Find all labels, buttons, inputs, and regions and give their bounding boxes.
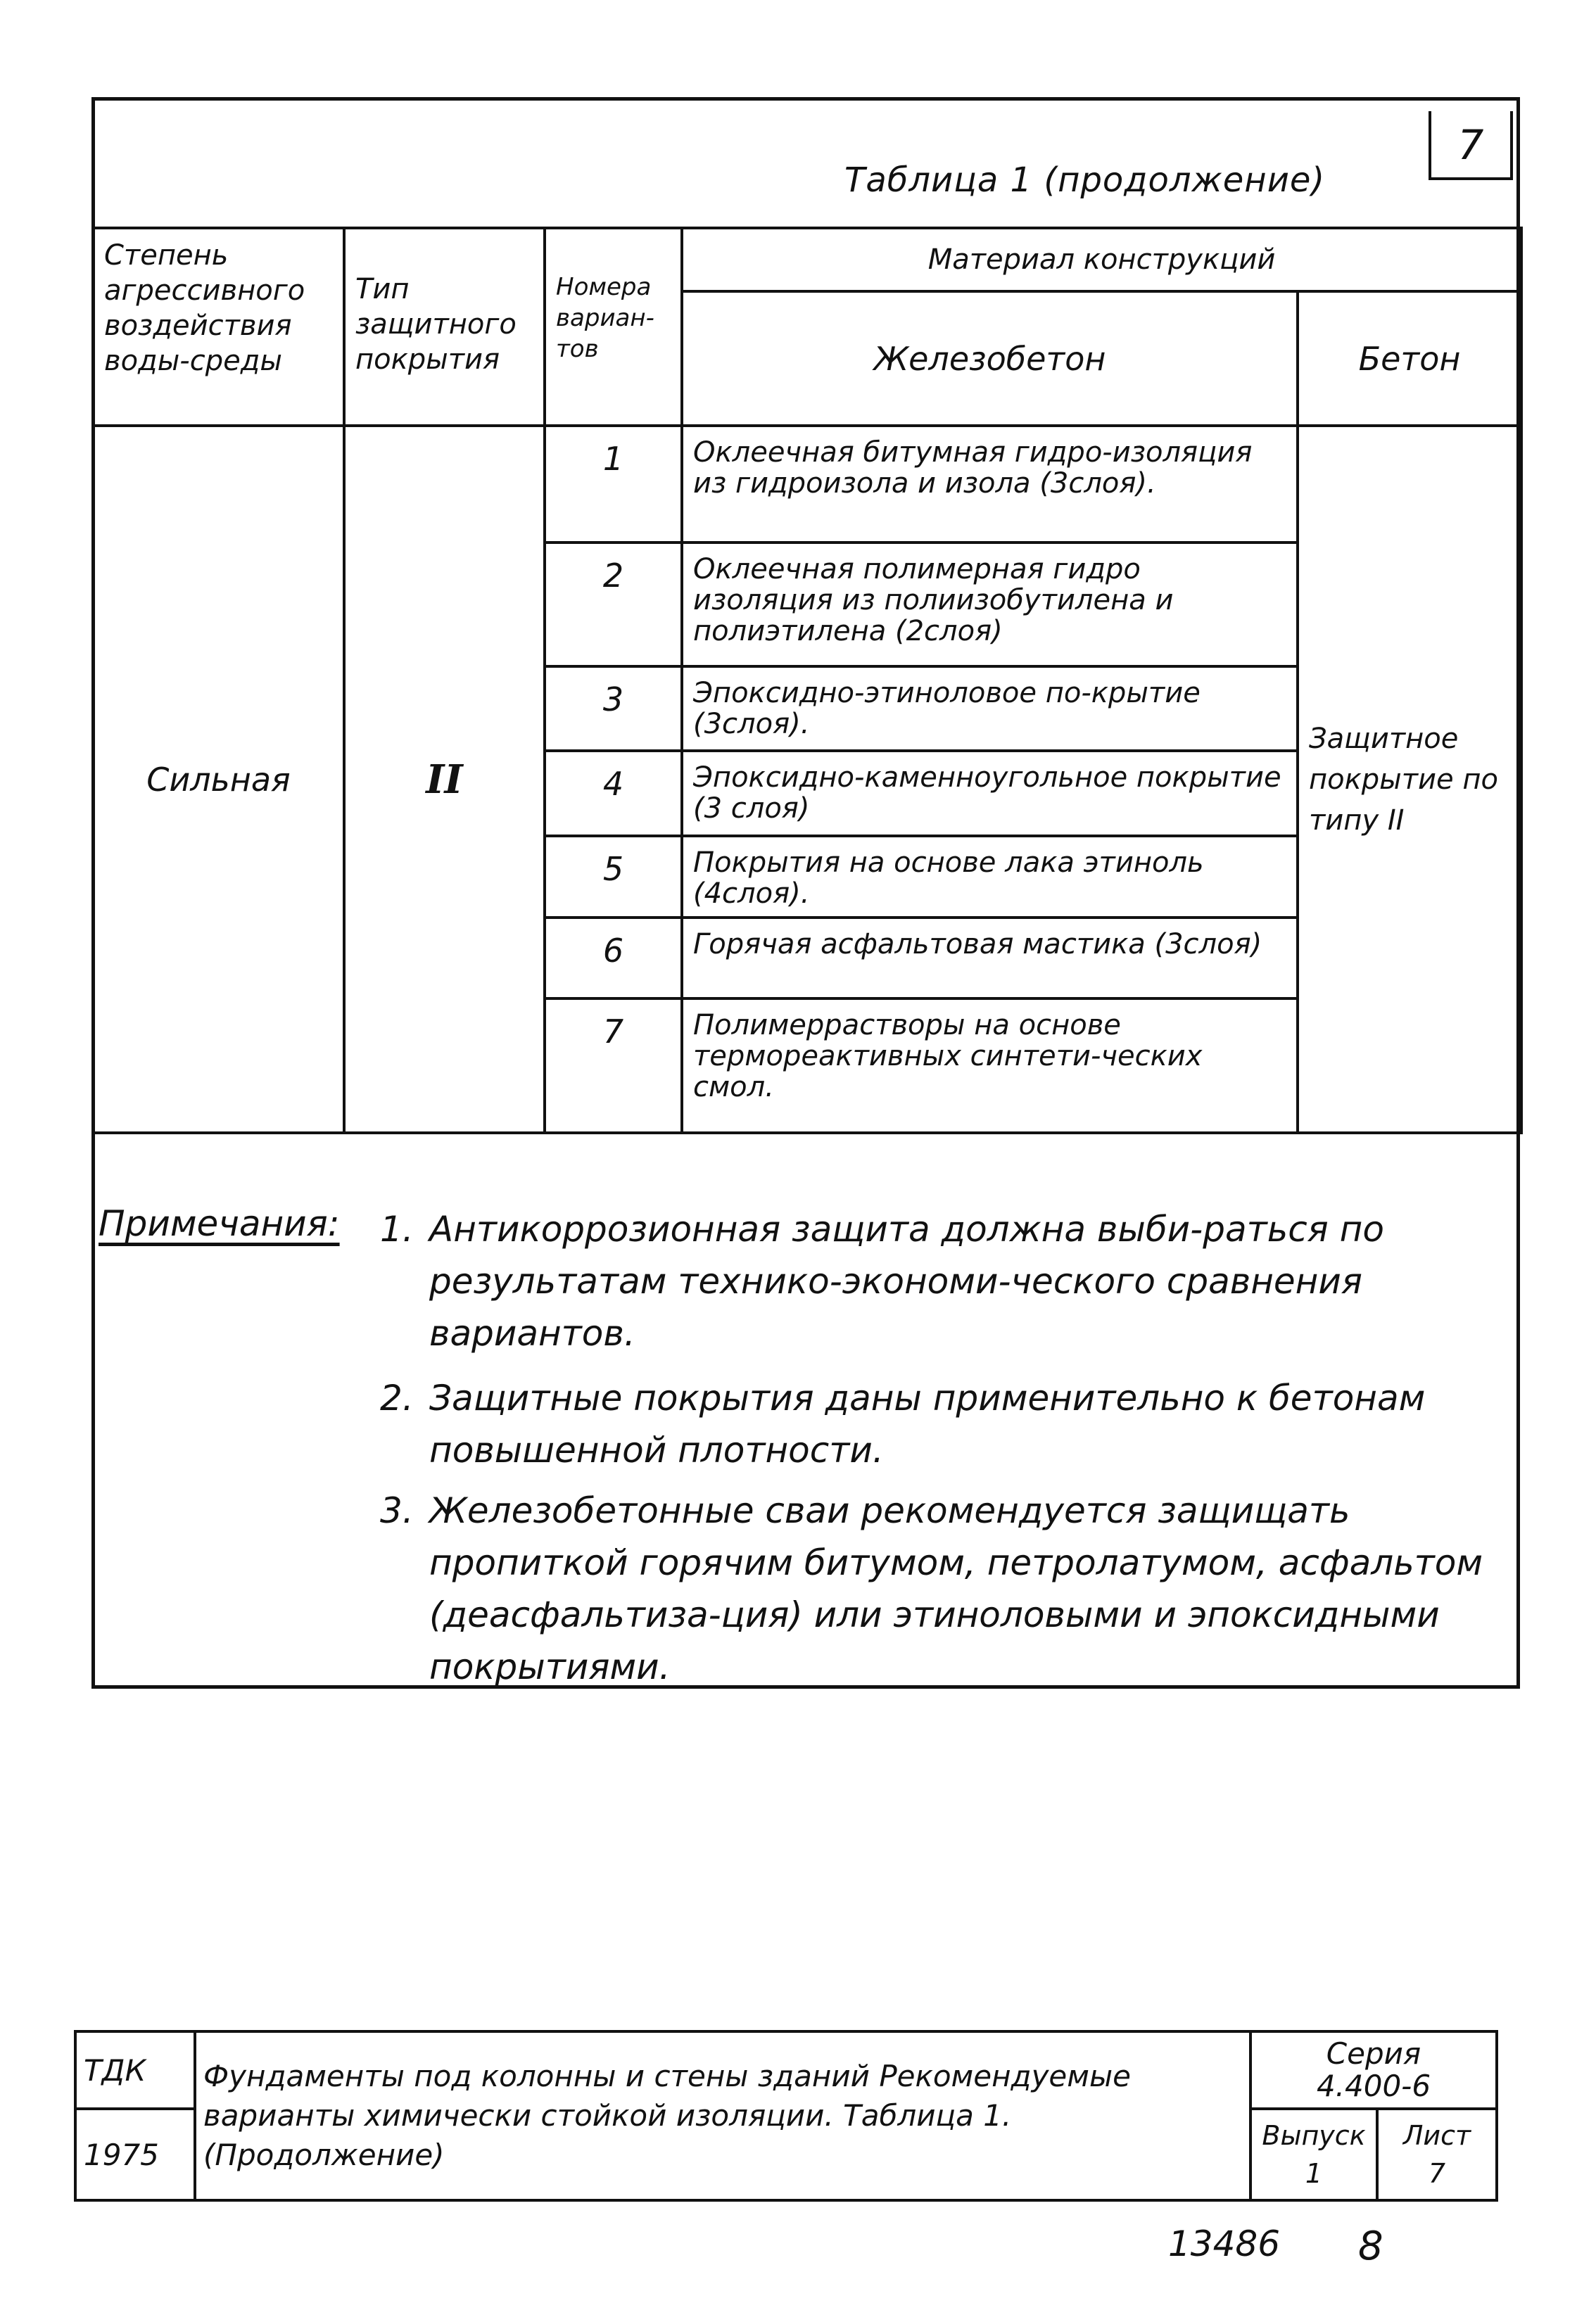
header-degree: Степень агрессивного воздействия воды-среды <box>93 228 344 426</box>
note-number: 2. <box>380 1378 414 1419</box>
note-item <box>380 1485 1527 1693</box>
variant-text: Полимеррастворы на основе термореактивных синтети-ческих смол. <box>682 998 1298 1133</box>
stamp-series <box>1250 2031 1497 2109</box>
sheet-number: 7 <box>1429 111 1513 180</box>
variant-number: 7 <box>545 998 682 1133</box>
variant-number: 4 <box>545 751 682 836</box>
stamp-org: ТДК <box>75 2031 195 2109</box>
stamp-sheet-label: Лист <box>1402 2120 1471 2151</box>
note-number: 1. <box>380 1209 414 1250</box>
main-table <box>91 227 1523 1134</box>
header-concrete: Бетон <box>1298 291 1521 426</box>
variant-number: 1 <box>545 426 682 543</box>
stamp-series-label: Серия <box>1326 2036 1421 2071</box>
variant-number: 2 <box>545 543 682 666</box>
coating-type-cell: II <box>344 426 545 1133</box>
header-coating-type: Тип защитного покрытия <box>344 228 545 426</box>
variant-number: 6 <box>545 918 682 999</box>
variant-text: Покрытия на основе лака этиноль (4слоя). <box>682 836 1298 918</box>
stamp-sheet <box>1377 2109 1497 2200</box>
note-number: 3. <box>380 1490 414 1531</box>
stamp-series-value: 4.400-6 <box>1316 2069 1431 2103</box>
variant-number: 5 <box>545 836 682 918</box>
header-material: Материал конструкций <box>682 228 1521 291</box>
stamp-issue-value: 1 <box>1305 2158 1323 2189</box>
concrete-cell: Защитное покрытие по типу II <box>1298 426 1521 1133</box>
variant-text: Оклеечная битумная гидро-изоляция из гидроизола и изола (3слоя). <box>682 426 1298 543</box>
note-item <box>380 1372 1527 1476</box>
header-variant-numbers: Номера вариан-тов <box>545 228 682 426</box>
stamp-issue <box>1250 2109 1377 2200</box>
variant-text: Горячая асфальтовая мастика (3слоя) <box>682 918 1298 999</box>
stamp-issue-label: Выпуск <box>1262 2120 1366 2151</box>
table-caption: Таблица 1 (продолжение) <box>844 160 1326 200</box>
variant-text: Эпоксидно-каменноугольное покрытие (3 слоя) <box>682 751 1298 836</box>
note-text: Железобетонные сваи рекомендуется защищать пропиткой горячим битумом, петролатумом, асфальтом (деасфальтиза-ция) или этиноловыми и эпоксидными покрытиями. <box>429 1490 1483 1687</box>
stamp-year: 1975 <box>75 2109 195 2200</box>
variant-number: 3 <box>545 666 682 751</box>
degree-cell: Сильная <box>93 426 344 1133</box>
note-item <box>380 1203 1527 1359</box>
notes-label: Примечания: <box>99 1203 340 1244</box>
header-reinforced-concrete: Железобетон <box>682 291 1298 426</box>
page-number: 8 <box>1358 2223 1383 2269</box>
variant-text: Оклеечная полимерная гидро изоляция из полиизобутилена и полиэтилена (2слоя) <box>682 543 1298 666</box>
variant-text: Эпоксидно-этиноловое по-крытие (3слоя). <box>682 666 1298 751</box>
note-text: Антикоррозионная защита должна выби-раться по результатам технико-экономи-ческого сравнения вариантов. <box>429 1209 1384 1354</box>
note-text: Защитные покрытия даны применительно к бетонам повышенной плотности. <box>429 1378 1426 1471</box>
stamp-title: Фундаменты под колонны и стены зданий Рекомендуемые варианты химически стойкой изоляции. Таблица 1.(Продолжение) <box>195 2031 1250 2200</box>
archive-mark: 13486 <box>1168 2223 1281 2264</box>
stamp-sheet-value: 7 <box>1428 2158 1446 2189</box>
title-block <box>74 2030 1498 2202</box>
